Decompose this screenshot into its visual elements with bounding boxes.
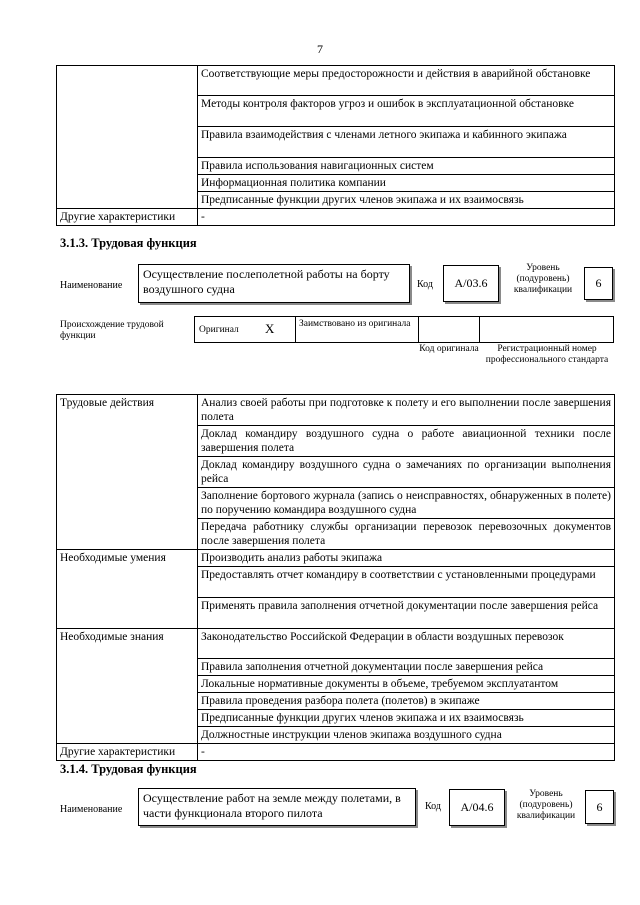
- other-characteristics-value: -: [198, 209, 615, 226]
- function-name-box-314: Осуществление работ на земле между полетами, в части функционала второго пилота: [138, 788, 416, 826]
- knowledge-item: Правила проведения разбора полета (полетов) в экипаже: [198, 693, 615, 710]
- origin-reg-number-cell: [479, 316, 614, 343]
- knowledge-item: Предписанные функции других членов экипажа и их взаимосвязь: [198, 710, 615, 727]
- knowledge-row: Информационная политика компании: [198, 175, 615, 192]
- name-label-314: Наименование: [60, 804, 123, 815]
- required-skills-label: Необходимые умения: [57, 550, 198, 629]
- origin-original-cell: [194, 316, 296, 343]
- knowledge-item: Законодательство Российской Федерации в области воздушных перевозок: [198, 629, 615, 659]
- origin-code-caption: Код оригинала: [419, 344, 479, 354]
- section-313-heading: 3.1.3. Трудовая функция: [60, 236, 197, 250]
- skill-item: Применять правила заполнения отчетной документации после завершения рейса: [198, 598, 615, 629]
- labor-action-item: Анализ своей работы при подготовке к полету и его выполнении после завершения полета: [198, 395, 615, 426]
- section-314-heading: 3.1.4. Трудовая функция: [60, 762, 197, 776]
- other-characteristics-label: Другие характеристики: [57, 744, 198, 761]
- page-number: 7: [317, 42, 323, 56]
- skill-item: Предоставлять отчет командиру в соответствии с установленными процедурами: [198, 567, 615, 598]
- code-box-313: A/03.6: [443, 265, 499, 302]
- origin-code-cell: [418, 316, 480, 343]
- level-box-313: 6: [584, 267, 613, 300]
- knowledge-item: Локальные нормативные документы в объеме, требуемом эксплуатантом: [198, 676, 615, 693]
- labor-action-item: Доклад командиру воздушного судна о замечаниях по организации выполнения рейса: [198, 457, 615, 488]
- knowledge-row: Предписанные функции других членов экипажа и их взаимосвязь: [198, 192, 615, 209]
- code-box-314: A/04.6: [449, 789, 505, 826]
- function-details-table: [56, 394, 615, 761]
- knowledge-row: Правила взаимодействия с членами летного экипажа и кабинного экипажа: [198, 127, 615, 158]
- function-name-box-313: Осуществление послеполетной работы на борту воздушного судна: [138, 264, 410, 303]
- top-knowledge-table: [56, 65, 615, 226]
- level-box-314: 6: [585, 790, 614, 824]
- required-knowledge-label: Необходимые знания: [57, 629, 198, 744]
- knowledge-row: Методы контроля факторов угроз и ошибок в эксплуатационной обстановке: [198, 96, 615, 127]
- qualification-level-label-314: Уровень (подуровень) квалификации: [516, 789, 576, 821]
- knowledge-row: Правила использования навигационных систем: [198, 158, 615, 175]
- knowledge-item: Правила заполнения отчетной документации после завершения рейса: [198, 659, 615, 676]
- labor-action-item: Доклад командиру воздушного судна о работе авиационной техники после завершения полета: [198, 426, 615, 457]
- qualification-level-label-313: Уровень (подуровень) квалификации: [513, 263, 573, 295]
- original-mark: X: [265, 321, 275, 336]
- labor-action-item: Передача работнику службы организации перевозок перевозочных документов после завершения полета: [198, 519, 615, 550]
- top-table-label-cell: [57, 66, 198, 209]
- labor-action-item: Заполнение бортового журнала (запись о неисправностях, обнаруженных в полете) по поручению командира воздушного судна: [198, 488, 615, 519]
- original-label: Оригинал: [199, 325, 239, 335]
- labor-actions-label: Трудовые действия: [57, 395, 198, 550]
- reg-number-caption: Регистрационный номер профессионального стандарта: [485, 344, 609, 365]
- knowledge-item: Должностные инструкции членов экипажа воздушного судна: [198, 727, 615, 744]
- code-label-314: Код: [425, 801, 441, 812]
- other-characteristics-label: Другие характеристики: [57, 209, 198, 226]
- other-characteristics-value: -: [198, 744, 615, 761]
- origin-borrowed-cell: Заимствовано из оригинала: [295, 316, 419, 343]
- knowledge-row: Соответствующие меры предосторожности и действия в аварийной обстановке: [198, 66, 615, 96]
- name-label-313: Наименование: [60, 280, 123, 291]
- code-label-313: Код: [417, 279, 433, 290]
- skill-item: Производить анализ работы экипажа: [198, 550, 615, 567]
- origin-label: Происхождение трудовой функции: [60, 320, 164, 341]
